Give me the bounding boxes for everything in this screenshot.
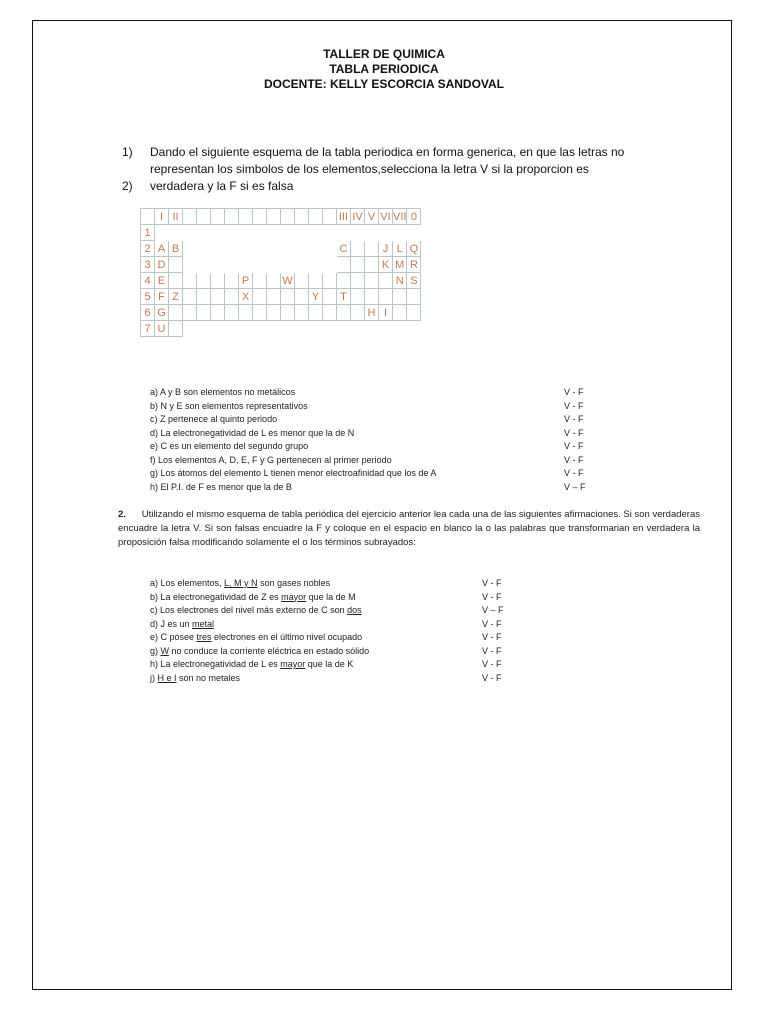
periodic-table-cell	[337, 305, 351, 321]
periodic-table-cell	[323, 241, 337, 257]
periodic-table-cell: R	[407, 257, 421, 273]
periodic-table-cell	[253, 305, 267, 321]
statement-2-post: son gases nobles	[257, 578, 331, 588]
periodic-table-row	[141, 241, 421, 257]
periodic-table-cell: VI	[380, 210, 391, 223]
periodic-table-cell: W	[282, 274, 293, 287]
statement-2-vf[interactable]: V - F	[482, 591, 502, 602]
periodic-table-cell	[267, 225, 281, 241]
periodic-table-cell: S	[407, 273, 421, 289]
periodic-table-cell	[211, 257, 225, 273]
periodic-table-cell	[267, 241, 281, 257]
periodic-table-cell	[267, 305, 281, 321]
periodic-table-cell	[351, 241, 365, 257]
periodic-table-cell	[407, 225, 421, 241]
periodic-table-cell	[239, 321, 253, 337]
periodic-table-row	[141, 209, 421, 225]
periodic-table-cell: M	[393, 257, 407, 273]
periodic-table-cell: VII	[393, 210, 407, 223]
periodic-table-cell	[253, 225, 267, 241]
periodic-table-cell	[351, 225, 365, 241]
periodic-table-cell	[197, 225, 211, 241]
statement-1-item: h) El P.I. de F es menor que la de B	[150, 481, 292, 492]
periodic-table-cell	[183, 209, 197, 225]
statement-2-item	[150, 604, 362, 617]
periodic-table-cell	[267, 209, 281, 225]
periodic-table-cell	[225, 305, 239, 321]
statement-2-pre: e) C posee	[150, 632, 197, 642]
statement-2-post: electrones en el último nivel ocupado	[211, 632, 363, 642]
periodic-table-cell	[267, 273, 281, 289]
teacher-line: DOCENTE: KELLY ESCORCIA SANDOVAL	[263, 77, 505, 91]
statement-1-vf[interactable]: V - F	[564, 441, 584, 451]
periodic-table	[140, 208, 421, 337]
periodic-table-cell	[309, 257, 323, 273]
subtitle: TABLA PERIODICA	[329, 62, 439, 76]
statement-2-post: son no metales	[176, 672, 241, 683]
periodic-table-cell	[365, 225, 379, 241]
periodic-table-cell	[141, 209, 155, 225]
periodic-table-cell	[295, 273, 309, 289]
periodic-table-cell	[169, 305, 183, 321]
periodic-table-cell	[323, 209, 337, 225]
periodic-table-cell	[183, 257, 197, 273]
question-1-number: 1)	[122, 145, 133, 159]
periodic-table-cell	[351, 321, 365, 337]
statement-2-vf[interactable]: V - F	[482, 672, 502, 683]
statement-2-item	[150, 618, 214, 631]
periodic-table-cell: 1	[141, 225, 155, 241]
periodic-table-cell	[323, 305, 337, 321]
statement-2-pre: d) J es un	[150, 618, 193, 629]
periodic-table-row	[141, 305, 421, 321]
periodic-table-cell	[309, 273, 323, 289]
periodic-table-cell	[211, 289, 225, 305]
statement-1-item: b) N y E son elementos representativos	[150, 400, 308, 411]
periodic-table-cell	[295, 289, 309, 305]
periodic-table-cell	[267, 289, 281, 305]
statement-2-post: que la de M	[306, 591, 356, 602]
periodic-table-cell	[225, 209, 239, 225]
periodic-table-cell	[225, 241, 239, 257]
statement-2-item	[150, 658, 353, 671]
periodic-table-cell	[351, 305, 365, 321]
periodic-table-cell: II	[169, 209, 183, 225]
title: TALLER DE QUIMICA	[323, 47, 445, 61]
periodic-table-cell	[379, 273, 393, 289]
periodic-table-cell	[183, 241, 197, 257]
statement-1-vf[interactable]: V - F	[564, 468, 584, 478]
periodic-table-cell: F	[155, 289, 169, 305]
statement-1-vf[interactable]: V – F	[564, 481, 586, 492]
periodic-table-cell	[169, 273, 183, 289]
periodic-table-cell	[295, 257, 309, 273]
periodic-table-cell	[239, 225, 253, 241]
statement-1-vf[interactable]: V - F	[564, 427, 584, 438]
periodic-table-cell: V	[365, 209, 379, 225]
periodic-table-cell	[323, 257, 337, 273]
periodic-table-cell	[225, 257, 239, 273]
periodic-table-cell	[183, 321, 197, 337]
periodic-table-cell: D	[155, 257, 169, 273]
periodic-table-cell	[253, 321, 267, 337]
periodic-table-cell	[197, 209, 211, 225]
statement-2-vf[interactable]: V - F	[482, 659, 502, 669]
statement-1-item: c) Z pertenece al quinto periodo	[150, 414, 278, 424]
periodic-table-cell	[351, 289, 365, 305]
periodic-table-cell: P	[239, 273, 253, 289]
statement-2-underlined: L, M y N	[224, 578, 258, 588]
periodic-table-cell	[211, 305, 225, 321]
periodic-table-row	[141, 273, 421, 289]
periodic-table-cell	[239, 241, 253, 257]
periodic-table-cell	[211, 209, 225, 225]
periodic-table-cell: I	[155, 209, 169, 225]
question-2	[118, 508, 700, 550]
periodic-table-cell	[379, 289, 393, 305]
periodic-table-cell: III	[337, 209, 351, 225]
periodic-table-cell	[365, 273, 379, 289]
statement-1-item: a) A y B son elementos no metálicos	[150, 387, 296, 397]
periodic-table-cell	[211, 241, 225, 257]
periodic-table-cell: G	[155, 305, 169, 321]
periodic-table-cell	[253, 241, 267, 257]
periodic-table-cell	[365, 241, 379, 257]
statement-1-vf[interactable]: V - F	[564, 454, 584, 465]
periodic-table-cell	[281, 225, 295, 241]
statement-2-item	[150, 631, 362, 644]
periodic-table-cell	[379, 225, 393, 241]
periodic-table-cell	[281, 209, 295, 225]
periodic-table-cell: 0	[407, 209, 421, 225]
periodic-table-cell: X	[239, 289, 253, 305]
periodic-table-cell	[281, 241, 295, 257]
question-1-line-1: Dando el siguiente esquema de la tabla periodica en forma generica, en que las letras no	[150, 145, 625, 159]
statement-2-post: que la de K	[305, 659, 354, 669]
periodic-table-cell: A	[155, 241, 169, 257]
periodic-table-cell	[281, 289, 295, 305]
periodic-table-cell	[169, 321, 183, 337]
question-2-number: 2.	[118, 509, 126, 520]
periodic-table-cell: B	[169, 241, 183, 257]
statement-2-underlined: dos	[347, 605, 362, 615]
periodic-table-cell	[365, 289, 379, 305]
periodic-table-cell	[407, 289, 421, 305]
statement-2-underlined: W	[160, 645, 170, 656]
periodic-table-cell	[239, 257, 253, 273]
periodic-table-cell	[351, 273, 365, 289]
periodic-table-cell	[225, 321, 239, 337]
periodic-table-cell: H	[365, 305, 379, 321]
periodic-table-row	[141, 321, 421, 337]
periodic-table-cell	[295, 209, 309, 225]
periodic-table-cell	[197, 273, 211, 289]
periodic-table-cell	[337, 273, 351, 289]
periodic-table-cell	[309, 305, 323, 321]
periodic-table-cell: Q	[407, 241, 421, 257]
periodic-table-cell	[365, 321, 379, 337]
periodic-table-cell	[239, 305, 253, 321]
question-1-number-2: 2)	[122, 179, 133, 193]
periodic-table-cell	[323, 289, 337, 305]
statement-2-pre: j)	[150, 672, 158, 683]
statement-2-vf[interactable]: V - F	[482, 645, 502, 656]
periodic-table-cell	[169, 257, 183, 273]
periodic-table-cell	[281, 305, 295, 321]
periodic-table-cell: 7	[141, 321, 155, 337]
periodic-table-cell	[337, 321, 351, 337]
periodic-table-cell	[295, 321, 309, 337]
periodic-table-cell	[281, 257, 295, 273]
periodic-table-cell	[365, 257, 379, 273]
periodic-table-cell	[379, 321, 393, 337]
statement-2-underlined: tres	[196, 632, 212, 642]
statement-2-pre: a) Los elementos,	[150, 578, 225, 588]
periodic-table-cell	[183, 225, 197, 241]
statement-1-item: f) Los elementos A, D, E, F y G pertenecen al primer periodo	[150, 454, 392, 465]
periodic-table-cell: Z	[169, 289, 183, 305]
statement-1-vf[interactable]: V - F	[564, 414, 584, 424]
periodic-table-cell	[407, 321, 421, 337]
question-1-line-2: representan los simbolos de los elementos,selecciona la letra V si la proporcion es	[150, 162, 589, 176]
periodic-table-cell	[239, 209, 253, 225]
periodic-table-cell	[323, 273, 337, 289]
periodic-table-cell	[155, 225, 169, 241]
periodic-table-cell: E	[155, 273, 169, 289]
periodic-table-cell: 5	[141, 289, 155, 305]
periodic-table-cell	[281, 321, 295, 337]
periodic-table-cell	[295, 305, 309, 321]
periodic-table-cell	[169, 225, 183, 241]
periodic-table-cell: K	[379, 257, 393, 273]
periodic-table-cell	[351, 257, 365, 273]
statement-1-vf[interactable]: V - F	[564, 387, 584, 397]
statement-1-item: e) C es un elemento del segundo grupo	[150, 441, 309, 451]
periodic-table-cell	[183, 273, 197, 289]
periodic-table-cell: 2	[141, 241, 155, 257]
periodic-table-cell: L	[393, 241, 407, 257]
statement-2-vf[interactable]: V - F	[482, 618, 502, 629]
periodic-table-cell	[211, 273, 225, 289]
periodic-table-cell	[225, 289, 239, 305]
periodic-table-cell	[211, 225, 225, 241]
periodic-table-cell	[225, 273, 239, 289]
periodic-table-cell	[309, 241, 323, 257]
periodic-table-cell	[323, 225, 337, 241]
statement-2-vf[interactable]: V - F	[482, 578, 502, 588]
periodic-table-cell	[393, 289, 407, 305]
statement-2-vf[interactable]: V - F	[482, 632, 502, 642]
statement-2-underlined: mayor	[280, 659, 306, 669]
periodic-table-cell	[211, 321, 225, 337]
periodic-table-cell	[197, 241, 211, 257]
periodic-table-cell: Y	[309, 289, 323, 305]
periodic-table-cell	[267, 321, 281, 337]
statement-1-vf[interactable]: V - F	[564, 400, 584, 411]
periodic-table-cell	[253, 289, 267, 305]
periodic-table-cell	[393, 305, 407, 321]
periodic-table-cell	[197, 321, 211, 337]
periodic-table-cell	[253, 273, 267, 289]
statement-2-item	[150, 591, 356, 604]
periodic-table-cell	[337, 257, 351, 273]
periodic-table-cell: J	[379, 241, 393, 257]
periodic-table-cell	[407, 305, 421, 321]
periodic-table-cell: C	[337, 241, 351, 257]
periodic-table-cell: 3	[141, 257, 155, 273]
periodic-table-cell	[197, 305, 211, 321]
periodic-table-cell: IV	[352, 210, 363, 223]
periodic-table-cell	[295, 225, 309, 241]
statement-2-pre: g)	[150, 645, 161, 656]
periodic-table-cell	[225, 225, 239, 241]
statement-2-underlined: H e I	[157, 672, 177, 683]
periodic-table-cell: U	[155, 321, 169, 337]
periodic-table-cell	[253, 209, 267, 225]
periodic-table-cell	[323, 321, 337, 337]
statement-2-post: no conduce la corriente eléctrica en estado sólido	[169, 645, 370, 656]
statement-1-item: d) La electronegatividad de L es menor que la de N	[150, 427, 355, 438]
statement-2-vf[interactable]: V – F	[482, 605, 504, 615]
periodic-table-cell: I	[379, 305, 393, 321]
periodic-table-cell: 6	[141, 305, 155, 321]
question-2-text: Utilizando el mismo esquema de tabla periódica del ejercicio anterior lea cada una de las siguientes afirmaciones. Si son verdaderas encuadre la letra V. Si son falsas encuadre la F y coloque en el espacio en blanco la o las palabras que transformarian en verdadera la proposición falsa modificando solamente el o los términos subrayados:	[118, 509, 700, 548]
question-1-line-3: verdadera y la F si es falsa	[150, 179, 294, 193]
periodic-table-cell: T	[337, 289, 351, 305]
statement-2-pre: c) Los electrones del nivel más externo de C son	[150, 605, 348, 615]
statement-2-item	[150, 672, 240, 685]
periodic-table-row	[141, 289, 421, 305]
periodic-table-row	[141, 257, 421, 273]
periodic-table-cell	[197, 289, 211, 305]
statement-2-pre: h) La electronegatividad de L es	[150, 659, 281, 669]
periodic-table-cell	[267, 257, 281, 273]
periodic-table-cell	[253, 257, 267, 273]
statement-2-underlined: mayor	[281, 591, 307, 602]
periodic-table-cell	[197, 257, 211, 273]
periodic-table-cell	[337, 225, 351, 241]
periodic-table-cell	[393, 225, 407, 241]
statement-2-pre: b) La electronegatividad de Z es	[150, 591, 282, 602]
periodic-table-cell	[183, 289, 197, 305]
periodic-table-cell	[295, 241, 309, 257]
periodic-table-cell: 4	[141, 273, 155, 289]
periodic-table-cell	[393, 321, 407, 337]
periodic-table-cell	[309, 225, 323, 241]
periodic-table-cell	[309, 209, 323, 225]
statement-1-item: g) Los átomos del elemento L tienen menor electroafinidad que los de A	[150, 468, 437, 478]
periodic-table-cell: N	[393, 273, 407, 289]
periodic-table-cell	[183, 305, 197, 321]
statement-2-item	[150, 645, 369, 658]
periodic-table-cell	[309, 321, 323, 337]
statement-2-underlined: metal	[192, 618, 215, 629]
statement-2-item	[150, 577, 330, 590]
periodic-table-row	[141, 225, 421, 241]
